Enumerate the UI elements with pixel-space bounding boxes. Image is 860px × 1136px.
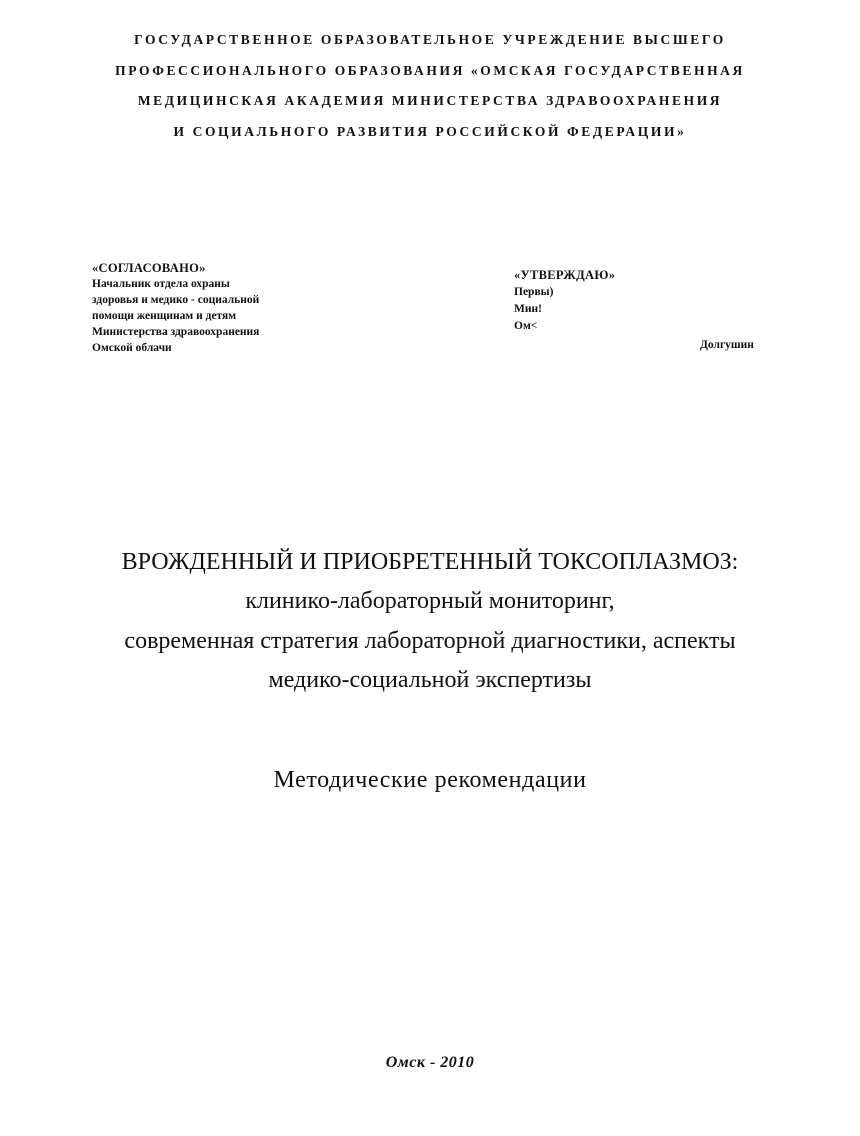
document-subtitle-line-2: современная стратегия лабораторной диагностики, аспекты <box>124 628 736 654</box>
approve-heading: «УТВЕРЖДАЮ» <box>514 268 616 282</box>
agreed-line: помощи женщинам и детям <box>92 310 237 322</box>
document-type: Методические рекомендации <box>273 767 587 793</box>
city-year: Омск - 2010 <box>385 1054 475 1071</box>
agreed-line: Омской облачи <box>92 342 172 354</box>
agreed-line: здоровья и медико - социальной <box>92 294 260 306</box>
agreed-line: Министерства здравоохранения <box>92 326 260 338</box>
institution-header-line-3: МЕДИЦИНСКАЯ АКАДЕМИЯ МИНИСТЕРСТВА ЗДРАВООХРАНЕНИЯ <box>137 93 723 108</box>
approve-block <box>514 267 694 335</box>
document-subtitle-line-1: клинико-лабораторный мониторинг, <box>245 588 615 614</box>
agreed-block <box>92 260 352 356</box>
document-title: ВРОЖДЕННЫЙ И ПРИОБРЕТЕННЫЙ ТОКСОПЛАЗМОЗ: <box>121 549 739 575</box>
approve-line: Первы) <box>514 286 554 298</box>
institution-header-line-2: ПРОФЕССИОНАЛЬНОГО ОБРАЗОВАНИЯ «ОМСКАЯ ГОСУДАРСТВЕННАЯ <box>115 63 745 78</box>
institution-header-line-4: И СОЦИАЛЬНОГО РАЗВИТИЯ РОССИЙСКОЙ ФЕДЕРАЦИИ» <box>173 124 687 139</box>
document-subtitle-line-3: медико-социальной экспертизы <box>268 667 592 693</box>
approve-line: Мин! <box>514 303 542 315</box>
agreed-line: Начальник отдела охраны <box>92 278 230 290</box>
signer-name: Долгушин <box>700 339 754 351</box>
agreed-heading: «СОГЛАСОВАНО» <box>92 261 206 275</box>
institution-header-line-1: ГОСУДАРСТВЕННОЕ ОБРАЗОВАТЕЛЬНОЕ УЧРЕЖДЕНИЕ ВЫСШЕГО <box>134 32 726 47</box>
approve-line: Ом< <box>514 320 538 332</box>
